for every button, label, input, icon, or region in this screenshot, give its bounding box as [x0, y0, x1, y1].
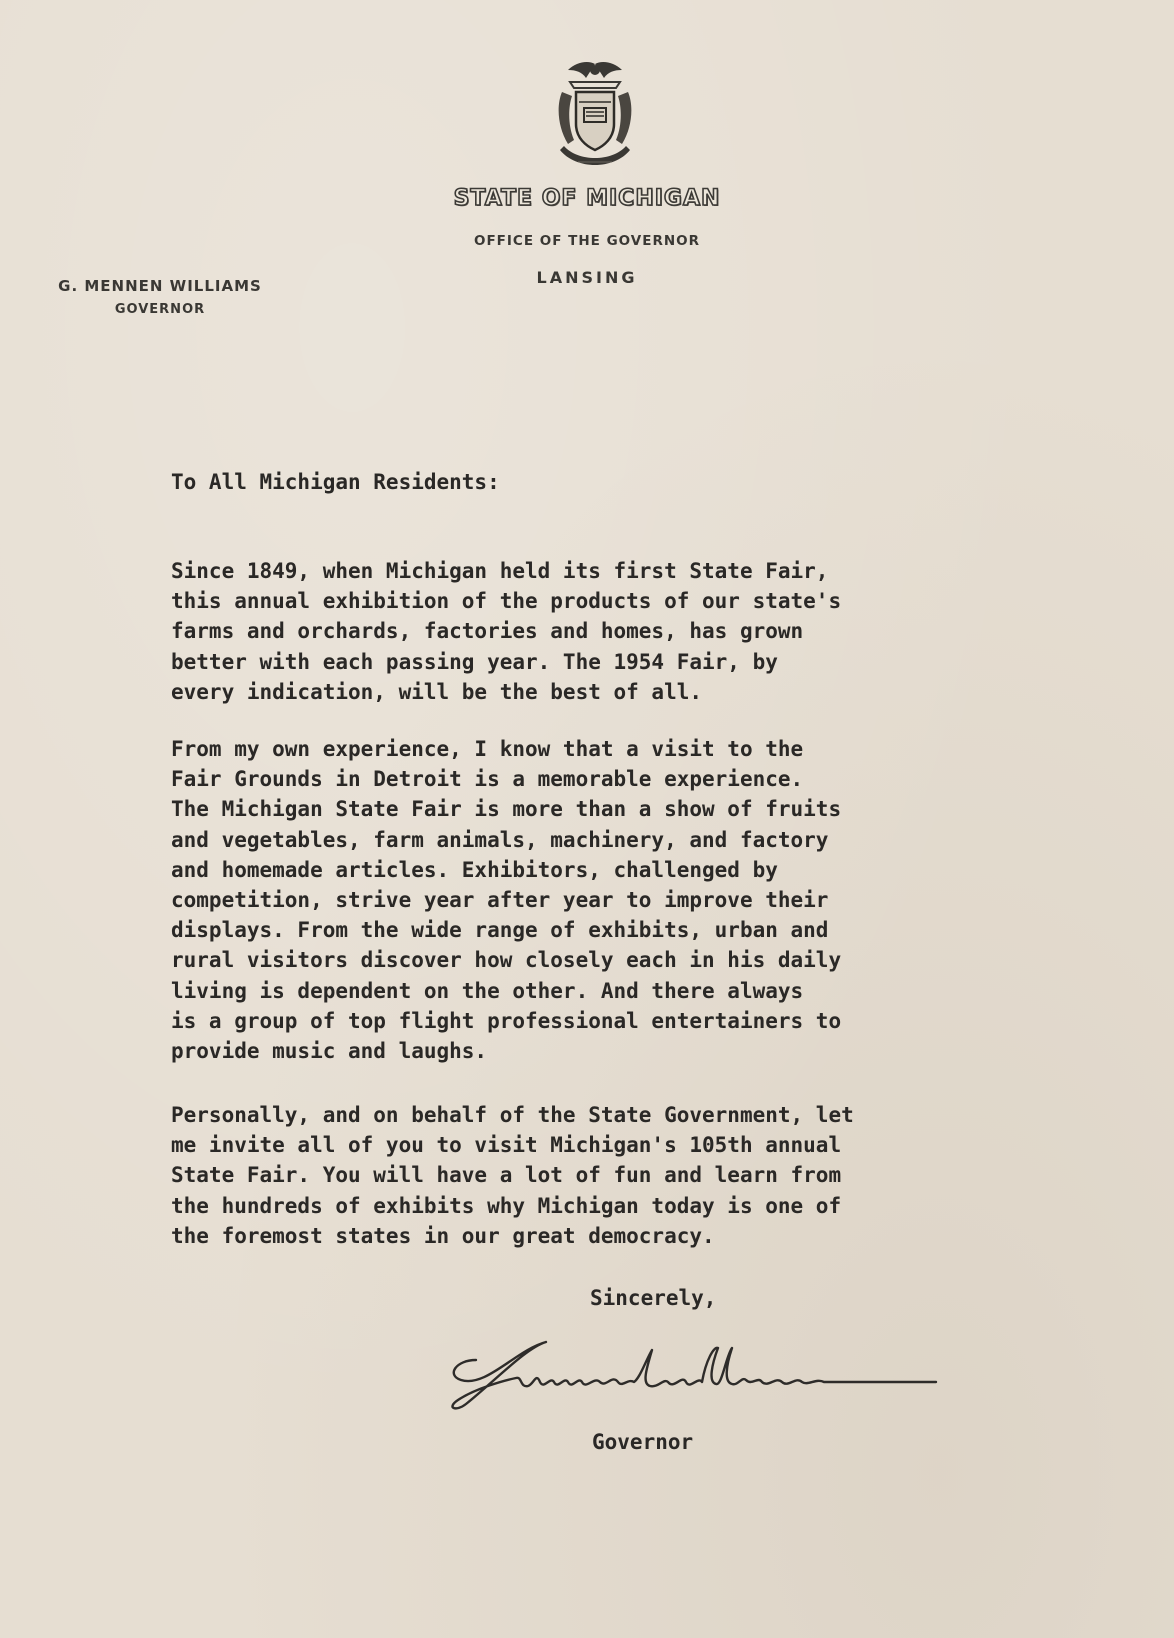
closing: Sincerely, — [590, 1286, 717, 1310]
handwritten-signature — [436, 1320, 966, 1420]
office-title: OFFICE OF THE GOVERNOR — [473, 233, 701, 249]
paragraph-1: Since 1849, when Michigan held its first State Fair, this annual exhibition of the products of our state's farms and orchards, factories and homes, has grown better with each passing year. The 1954 Fair, by every indication, will be the best of all. — [171, 559, 842, 704]
governor-title: GOVERNOR — [114, 302, 206, 317]
paragraph-2: From my own experience, I know that a visit to the Fair Grounds in Detroit is a memorable experience. The Michigan State Fair is more than a show of fruits and vegetables, farm animals, machinery, and factory and homemade articles. Exhibitors, challenged by competition, strive year after year to improve their displays. From the wide range of exhibits, urban and rural visitors discover how closely each in his daily living is dependent on the other. And there always is a group of top flight professional entertainers to provide music and laughs. — [171, 737, 842, 1064]
city-name: LANSING — [536, 268, 638, 287]
governor-name: G. MENNEN WILLIAMS — [58, 277, 262, 295]
signer-role: Governor — [592, 1430, 694, 1454]
michigan-state-seal-icon — [546, 58, 644, 176]
state-title: STATE OF MICHIGAN — [453, 186, 721, 211]
paragraph-3: Personally, and on behalf of the State Government, let me invite all of you to visit Michigan's 105th annual State Fair. You will have a lot of fun and learn from the hundreds of exhibits why Michigan today is one of the foremost states in our great democracy. — [171, 1103, 854, 1248]
salutation: To All Michigan Residents: — [171, 470, 500, 494]
